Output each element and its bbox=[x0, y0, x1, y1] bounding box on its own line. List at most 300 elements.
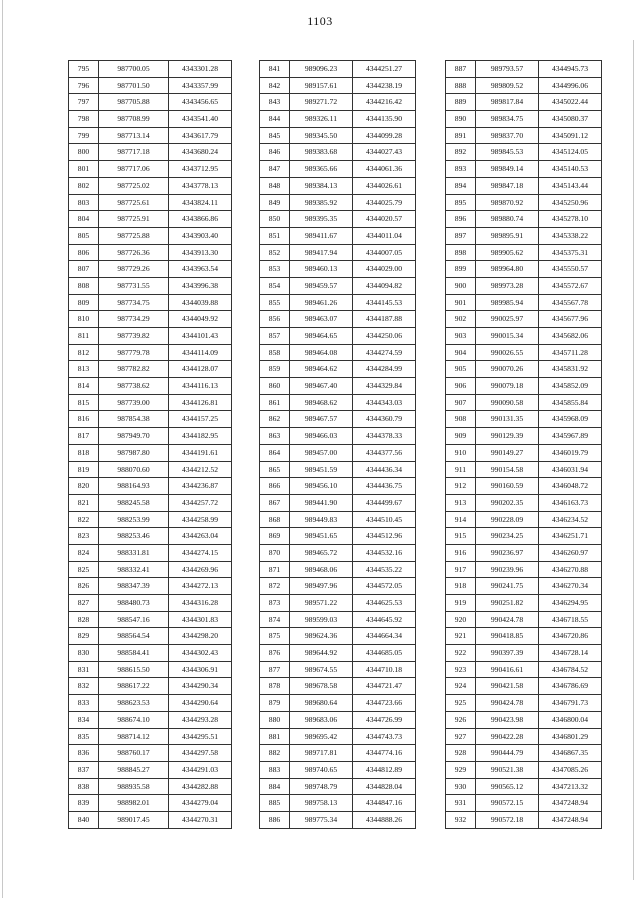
point-number-cell: 845 bbox=[260, 127, 290, 144]
x-coordinate-cell: 989451.65 bbox=[290, 528, 353, 545]
y-coordinate-cell: 4344436.34 bbox=[353, 461, 416, 478]
y-coordinate-cell: 4344436.75 bbox=[353, 478, 416, 495]
table-row bbox=[446, 478, 602, 495]
x-coordinate-cell: 987708.99 bbox=[99, 111, 169, 128]
x-coordinate-cell: 987738.62 bbox=[99, 378, 169, 395]
x-coordinate-cell: 987725.88 bbox=[99, 227, 169, 244]
x-coordinate-cell: 990202.35 bbox=[476, 494, 539, 511]
point-number-cell: 906 bbox=[446, 378, 476, 395]
y-coordinate-cell: 4344011.04 bbox=[353, 227, 416, 244]
point-number-cell: 883 bbox=[260, 761, 290, 778]
x-coordinate-cell: 989395.35 bbox=[290, 211, 353, 228]
y-coordinate-cell: 4343712.95 bbox=[169, 161, 232, 178]
point-number-cell: 926 bbox=[446, 711, 476, 728]
table-row bbox=[446, 795, 602, 812]
x-coordinate-cell: 989748.79 bbox=[290, 778, 353, 795]
table-row bbox=[260, 378, 416, 395]
point-number-cell: 878 bbox=[260, 678, 290, 695]
x-coordinate-cell: 989849.14 bbox=[476, 161, 539, 178]
x-coordinate-cell: 988623.53 bbox=[99, 695, 169, 712]
point-number-cell: 814 bbox=[69, 378, 99, 395]
point-number-cell: 857 bbox=[260, 328, 290, 345]
x-coordinate-cell: 987854.38 bbox=[99, 411, 169, 428]
x-coordinate-cell: 989985.94 bbox=[476, 294, 539, 311]
y-coordinate-cell: 4344116.13 bbox=[169, 378, 232, 395]
point-number-cell: 900 bbox=[446, 277, 476, 294]
table-row bbox=[69, 444, 232, 461]
table-row bbox=[69, 494, 232, 511]
scan-edge-left bbox=[2, 0, 3, 898]
x-coordinate-cell: 987701.50 bbox=[99, 77, 169, 94]
y-coordinate-cell: 4344263.04 bbox=[169, 528, 232, 545]
point-number-cell: 908 bbox=[446, 411, 476, 428]
point-number-cell: 841 bbox=[260, 61, 290, 78]
point-number-cell: 816 bbox=[69, 411, 99, 428]
table-row bbox=[446, 595, 602, 612]
x-coordinate-cell: 989096.23 bbox=[290, 61, 353, 78]
y-coordinate-cell: 4346800.04 bbox=[539, 711, 602, 728]
x-coordinate-cell: 989895.91 bbox=[476, 227, 539, 244]
y-coordinate-cell: 4345711.28 bbox=[539, 344, 602, 361]
x-coordinate-cell: 989326.11 bbox=[290, 111, 353, 128]
y-coordinate-cell: 4344343.03 bbox=[353, 394, 416, 411]
point-number-cell: 927 bbox=[446, 728, 476, 745]
table-row bbox=[446, 761, 602, 778]
table-row bbox=[260, 144, 416, 161]
page-number: 1103 bbox=[307, 14, 333, 28]
x-coordinate-cell: 988245.58 bbox=[99, 494, 169, 511]
x-coordinate-cell: 988253.46 bbox=[99, 528, 169, 545]
x-coordinate-cell: 989464.65 bbox=[290, 328, 353, 345]
x-coordinate-cell: 988332.41 bbox=[99, 561, 169, 578]
y-coordinate-cell: 4343913.30 bbox=[169, 244, 232, 261]
y-coordinate-cell: 4344828.04 bbox=[353, 778, 416, 795]
y-coordinate-cell: 4344532.16 bbox=[353, 544, 416, 561]
table-row bbox=[69, 261, 232, 278]
y-coordinate-cell: 4344094.82 bbox=[353, 277, 416, 294]
point-number-cell: 922 bbox=[446, 645, 476, 662]
table-row bbox=[446, 94, 602, 111]
y-coordinate-cell: 4344007.05 bbox=[353, 244, 416, 261]
y-coordinate-cell: 4344274.59 bbox=[353, 344, 416, 361]
point-number-cell: 892 bbox=[446, 144, 476, 161]
x-coordinate-cell: 987739.82 bbox=[99, 328, 169, 345]
point-number-cell: 817 bbox=[69, 428, 99, 445]
table-row bbox=[446, 661, 602, 678]
point-number-cell: 923 bbox=[446, 661, 476, 678]
x-coordinate-cell: 990416.61 bbox=[476, 661, 539, 678]
table-row bbox=[446, 127, 602, 144]
point-number-cell: 882 bbox=[260, 745, 290, 762]
x-coordinate-cell: 989468.06 bbox=[290, 561, 353, 578]
point-number-cell: 826 bbox=[69, 578, 99, 595]
table-row bbox=[260, 661, 416, 678]
y-coordinate-cell: 4344269.96 bbox=[169, 561, 232, 578]
x-coordinate-cell: 987700.05 bbox=[99, 61, 169, 78]
table-row bbox=[446, 494, 602, 511]
table-row bbox=[69, 728, 232, 745]
x-coordinate-cell: 988547.16 bbox=[99, 611, 169, 628]
table-row bbox=[446, 311, 602, 328]
x-coordinate-cell: 988070.60 bbox=[99, 461, 169, 478]
x-coordinate-cell: 990228.09 bbox=[476, 511, 539, 528]
point-number-cell: 835 bbox=[69, 728, 99, 745]
table-row bbox=[446, 578, 602, 595]
point-number-cell: 834 bbox=[69, 711, 99, 728]
x-coordinate-cell: 989845.53 bbox=[476, 144, 539, 161]
point-number-cell: 807 bbox=[69, 261, 99, 278]
y-coordinate-cell: 4346728.14 bbox=[539, 645, 602, 662]
point-number-cell: 879 bbox=[260, 695, 290, 712]
coordinate-table-3 bbox=[445, 60, 602, 829]
table-row bbox=[260, 494, 416, 511]
point-number-cell: 881 bbox=[260, 728, 290, 745]
point-number-cell: 864 bbox=[260, 444, 290, 461]
y-coordinate-cell: 4343680.24 bbox=[169, 144, 232, 161]
y-coordinate-cell: 4344290.34 bbox=[169, 678, 232, 695]
point-number-cell: 821 bbox=[69, 494, 99, 511]
y-coordinate-cell: 4346294.95 bbox=[539, 595, 602, 612]
x-coordinate-cell: 990239.96 bbox=[476, 561, 539, 578]
y-coordinate-cell: 4346163.73 bbox=[539, 494, 602, 511]
table-row bbox=[446, 778, 602, 795]
x-coordinate-cell: 988714.12 bbox=[99, 728, 169, 745]
point-number-cell: 811 bbox=[69, 328, 99, 345]
y-coordinate-cell: 4346270.88 bbox=[539, 561, 602, 578]
table-row bbox=[446, 645, 602, 662]
y-coordinate-cell: 4346786.69 bbox=[539, 678, 602, 695]
y-coordinate-cell: 4344126.81 bbox=[169, 394, 232, 411]
y-coordinate-cell: 4344187.88 bbox=[353, 311, 416, 328]
table-row bbox=[260, 528, 416, 545]
table-row bbox=[260, 645, 416, 662]
point-number-cell: 893 bbox=[446, 161, 476, 178]
point-number-cell: 837 bbox=[69, 761, 99, 778]
table-row bbox=[69, 795, 232, 812]
table-row bbox=[69, 595, 232, 612]
point-number-cell: 806 bbox=[69, 244, 99, 261]
y-coordinate-cell: 4346019.79 bbox=[539, 444, 602, 461]
x-coordinate-cell: 989793.57 bbox=[476, 61, 539, 78]
point-number-cell: 859 bbox=[260, 361, 290, 378]
y-coordinate-cell: 4345375.31 bbox=[539, 244, 602, 261]
point-number-cell: 852 bbox=[260, 244, 290, 261]
table-row bbox=[69, 528, 232, 545]
point-number-cell: 899 bbox=[446, 261, 476, 278]
y-coordinate-cell: 4344645.92 bbox=[353, 611, 416, 628]
x-coordinate-cell: 989905.62 bbox=[476, 244, 539, 261]
x-coordinate-cell: 987725.91 bbox=[99, 211, 169, 228]
table-row bbox=[69, 461, 232, 478]
table-row bbox=[446, 561, 602, 578]
y-coordinate-cell: 4344101.43 bbox=[169, 328, 232, 345]
y-coordinate-cell: 4347213.32 bbox=[539, 778, 602, 795]
y-coordinate-cell: 4346718.55 bbox=[539, 611, 602, 628]
point-number-cell: 897 bbox=[446, 227, 476, 244]
y-coordinate-cell: 4346867.35 bbox=[539, 745, 602, 762]
point-number-cell: 850 bbox=[260, 211, 290, 228]
point-number-cell: 871 bbox=[260, 561, 290, 578]
y-coordinate-cell: 4344812.89 bbox=[353, 761, 416, 778]
table-row bbox=[446, 361, 602, 378]
y-coordinate-cell: 4344020.57 bbox=[353, 211, 416, 228]
x-coordinate-cell: 989271.72 bbox=[290, 94, 353, 111]
point-number-cell: 872 bbox=[260, 578, 290, 595]
table-row bbox=[260, 261, 416, 278]
x-coordinate-cell: 988617.22 bbox=[99, 678, 169, 695]
table-row bbox=[446, 177, 602, 194]
table-row bbox=[69, 328, 232, 345]
y-coordinate-cell: 4343903.40 bbox=[169, 227, 232, 244]
y-coordinate-cell: 4345968.09 bbox=[539, 411, 602, 428]
x-coordinate-cell: 988935.58 bbox=[99, 778, 169, 795]
x-coordinate-cell: 988331.81 bbox=[99, 544, 169, 561]
y-coordinate-cell: 4344360.79 bbox=[353, 411, 416, 428]
y-coordinate-cell: 4344216.42 bbox=[353, 94, 416, 111]
point-number-cell: 862 bbox=[260, 411, 290, 428]
point-number-cell: 909 bbox=[446, 428, 476, 445]
y-coordinate-cell: 4346791.73 bbox=[539, 695, 602, 712]
table-row bbox=[446, 628, 602, 645]
point-number-cell: 920 bbox=[446, 611, 476, 628]
point-number-cell: 853 bbox=[260, 261, 290, 278]
table-row bbox=[69, 177, 232, 194]
table-row bbox=[260, 611, 416, 628]
x-coordinate-cell: 990131.35 bbox=[476, 411, 539, 428]
point-number-cell: 836 bbox=[69, 745, 99, 762]
table-row bbox=[260, 444, 416, 461]
y-coordinate-cell: 4346234.52 bbox=[539, 511, 602, 528]
x-coordinate-cell: 989411.67 bbox=[290, 227, 353, 244]
y-coordinate-cell: 4344297.58 bbox=[169, 745, 232, 762]
point-number-cell: 914 bbox=[446, 511, 476, 528]
y-coordinate-cell: 4344157.25 bbox=[169, 411, 232, 428]
table-row bbox=[260, 311, 416, 328]
y-coordinate-cell: 4343824.11 bbox=[169, 194, 232, 211]
x-coordinate-cell: 989385.92 bbox=[290, 194, 353, 211]
x-coordinate-cell: 989467.57 bbox=[290, 411, 353, 428]
y-coordinate-cell: 4345022.44 bbox=[539, 94, 602, 111]
table-row bbox=[446, 528, 602, 545]
x-coordinate-cell: 989345.50 bbox=[290, 127, 353, 144]
point-number-cell: 813 bbox=[69, 361, 99, 378]
y-coordinate-cell: 4344251.27 bbox=[353, 61, 416, 78]
y-coordinate-cell: 4344302.43 bbox=[169, 645, 232, 662]
point-number-cell: 832 bbox=[69, 678, 99, 695]
point-number-cell: 902 bbox=[446, 311, 476, 328]
point-number-cell: 873 bbox=[260, 595, 290, 612]
point-number-cell: 917 bbox=[446, 561, 476, 578]
x-coordinate-cell: 989809.52 bbox=[476, 77, 539, 94]
x-coordinate-cell: 989449.83 bbox=[290, 511, 353, 528]
table-row bbox=[446, 244, 602, 261]
table-row bbox=[260, 77, 416, 94]
table-row bbox=[446, 111, 602, 128]
x-coordinate-cell: 987713.14 bbox=[99, 127, 169, 144]
y-coordinate-cell: 4343541.40 bbox=[169, 111, 232, 128]
y-coordinate-cell: 4344191.61 bbox=[169, 444, 232, 461]
x-coordinate-cell: 989680.64 bbox=[290, 695, 353, 712]
table-row bbox=[69, 194, 232, 211]
y-coordinate-cell: 4344329.84 bbox=[353, 378, 416, 395]
x-coordinate-cell: 987739.00 bbox=[99, 394, 169, 411]
point-number-cell: 877 bbox=[260, 661, 290, 678]
table-row bbox=[446, 544, 602, 561]
table-row bbox=[446, 394, 602, 411]
y-coordinate-cell: 4343301.28 bbox=[169, 61, 232, 78]
table-row bbox=[69, 511, 232, 528]
y-coordinate-cell: 4344512.96 bbox=[353, 528, 416, 545]
x-coordinate-cell: 988253.99 bbox=[99, 511, 169, 528]
point-number-cell: 915 bbox=[446, 528, 476, 545]
table-row bbox=[446, 194, 602, 211]
y-coordinate-cell: 4344723.66 bbox=[353, 695, 416, 712]
table-row bbox=[260, 811, 416, 828]
x-coordinate-cell: 990234.25 bbox=[476, 528, 539, 545]
table-row bbox=[69, 611, 232, 628]
scan-edge-right bbox=[633, 40, 634, 880]
point-number-cell: 924 bbox=[446, 678, 476, 695]
point-number-cell: 905 bbox=[446, 361, 476, 378]
x-coordinate-cell: 990129.39 bbox=[476, 428, 539, 445]
point-number-cell: 886 bbox=[260, 811, 290, 828]
y-coordinate-cell: 4344128.07 bbox=[169, 361, 232, 378]
y-coordinate-cell: 4344301.83 bbox=[169, 611, 232, 628]
x-coordinate-cell: 987987.80 bbox=[99, 444, 169, 461]
point-number-cell: 898 bbox=[446, 244, 476, 261]
point-number-cell: 896 bbox=[446, 211, 476, 228]
point-number-cell: 833 bbox=[69, 695, 99, 712]
table-row bbox=[260, 194, 416, 211]
table-row bbox=[260, 628, 416, 645]
y-coordinate-cell: 4347248.94 bbox=[539, 795, 602, 812]
x-coordinate-cell: 989880.74 bbox=[476, 211, 539, 228]
x-coordinate-cell: 990070.26 bbox=[476, 361, 539, 378]
y-coordinate-cell: 4344039.88 bbox=[169, 294, 232, 311]
table-row bbox=[446, 695, 602, 712]
point-number-cell: 887 bbox=[446, 61, 476, 78]
table-row bbox=[446, 428, 602, 445]
y-coordinate-cell: 4344721.47 bbox=[353, 678, 416, 695]
table-row bbox=[446, 227, 602, 244]
x-coordinate-cell: 990397.39 bbox=[476, 645, 539, 662]
y-coordinate-cell: 4345855.84 bbox=[539, 394, 602, 411]
point-number-cell: 884 bbox=[260, 778, 290, 795]
table-row bbox=[260, 511, 416, 528]
y-coordinate-cell: 4343357.99 bbox=[169, 77, 232, 94]
y-coordinate-cell: 4344135.90 bbox=[353, 111, 416, 128]
point-number-cell: 868 bbox=[260, 511, 290, 528]
point-number-cell: 799 bbox=[69, 127, 99, 144]
x-coordinate-cell: 989464.08 bbox=[290, 344, 353, 361]
y-coordinate-cell: 4344257.72 bbox=[169, 494, 232, 511]
point-number-cell: 903 bbox=[446, 328, 476, 345]
y-coordinate-cell: 4345677.96 bbox=[539, 311, 602, 328]
x-coordinate-cell: 990154.58 bbox=[476, 461, 539, 478]
x-coordinate-cell: 990424.78 bbox=[476, 611, 539, 628]
point-number-cell: 796 bbox=[69, 77, 99, 94]
x-coordinate-cell: 989683.06 bbox=[290, 711, 353, 728]
y-coordinate-cell: 4345338.22 bbox=[539, 227, 602, 244]
table-row bbox=[446, 344, 602, 361]
x-coordinate-cell: 989758.13 bbox=[290, 795, 353, 812]
point-number-cell: 844 bbox=[260, 111, 290, 128]
point-number-cell: 810 bbox=[69, 311, 99, 328]
point-number-cell: 911 bbox=[446, 461, 476, 478]
y-coordinate-cell: 4346801.29 bbox=[539, 728, 602, 745]
point-number-cell: 861 bbox=[260, 394, 290, 411]
point-number-cell: 889 bbox=[446, 94, 476, 111]
table-row bbox=[260, 111, 416, 128]
x-coordinate-cell: 989468.62 bbox=[290, 394, 353, 411]
y-coordinate-cell: 4344290.64 bbox=[169, 695, 232, 712]
y-coordinate-cell: 4344710.18 bbox=[353, 661, 416, 678]
y-coordinate-cell: 4345143.44 bbox=[539, 177, 602, 194]
x-coordinate-cell: 989417.94 bbox=[290, 244, 353, 261]
y-coordinate-cell: 4345550.57 bbox=[539, 261, 602, 278]
y-coordinate-cell: 4344377.56 bbox=[353, 444, 416, 461]
x-coordinate-cell: 989463.07 bbox=[290, 311, 353, 328]
table-row bbox=[446, 728, 602, 745]
y-coordinate-cell: 4344026.61 bbox=[353, 177, 416, 194]
table-row bbox=[69, 227, 232, 244]
y-coordinate-cell: 4344572.05 bbox=[353, 578, 416, 595]
point-number-cell: 866 bbox=[260, 478, 290, 495]
point-number-cell: 888 bbox=[446, 77, 476, 94]
x-coordinate-cell: 988347.39 bbox=[99, 578, 169, 595]
y-coordinate-cell: 4344743.73 bbox=[353, 728, 416, 745]
y-coordinate-cell: 4345572.67 bbox=[539, 277, 602, 294]
table-row bbox=[69, 628, 232, 645]
point-number-cell: 880 bbox=[260, 711, 290, 728]
x-coordinate-cell: 987726.36 bbox=[99, 244, 169, 261]
table-row bbox=[446, 811, 602, 828]
y-coordinate-cell: 4344726.99 bbox=[353, 711, 416, 728]
x-coordinate-cell: 989870.92 bbox=[476, 194, 539, 211]
x-coordinate-cell: 990025.97 bbox=[476, 311, 539, 328]
table-row bbox=[260, 127, 416, 144]
y-coordinate-cell: 4346048.72 bbox=[539, 478, 602, 495]
point-number-cell: 818 bbox=[69, 444, 99, 461]
point-number-cell: 860 bbox=[260, 378, 290, 395]
x-coordinate-cell: 987782.82 bbox=[99, 361, 169, 378]
point-number-cell: 928 bbox=[446, 745, 476, 762]
point-number-cell: 865 bbox=[260, 461, 290, 478]
point-number-cell: 895 bbox=[446, 194, 476, 211]
table-row bbox=[260, 328, 416, 345]
y-coordinate-cell: 4344258.99 bbox=[169, 511, 232, 528]
y-coordinate-cell: 4344293.28 bbox=[169, 711, 232, 728]
point-number-cell: 842 bbox=[260, 77, 290, 94]
x-coordinate-cell: 989157.61 bbox=[290, 77, 353, 94]
table-row bbox=[446, 294, 602, 311]
table-row bbox=[260, 544, 416, 561]
table-row bbox=[69, 761, 232, 778]
x-coordinate-cell: 990079.18 bbox=[476, 378, 539, 395]
point-number-cell: 885 bbox=[260, 795, 290, 812]
x-coordinate-cell: 989834.75 bbox=[476, 111, 539, 128]
x-coordinate-cell: 989017.45 bbox=[99, 811, 169, 828]
x-coordinate-cell: 989457.00 bbox=[290, 444, 353, 461]
point-number-cell: 907 bbox=[446, 394, 476, 411]
point-number-cell: 824 bbox=[69, 544, 99, 561]
point-number-cell: 838 bbox=[69, 778, 99, 795]
x-coordinate-cell: 987729.26 bbox=[99, 261, 169, 278]
table-row bbox=[446, 211, 602, 228]
y-coordinate-cell: 4345080.37 bbox=[539, 111, 602, 128]
table-row bbox=[69, 561, 232, 578]
table-row bbox=[260, 778, 416, 795]
